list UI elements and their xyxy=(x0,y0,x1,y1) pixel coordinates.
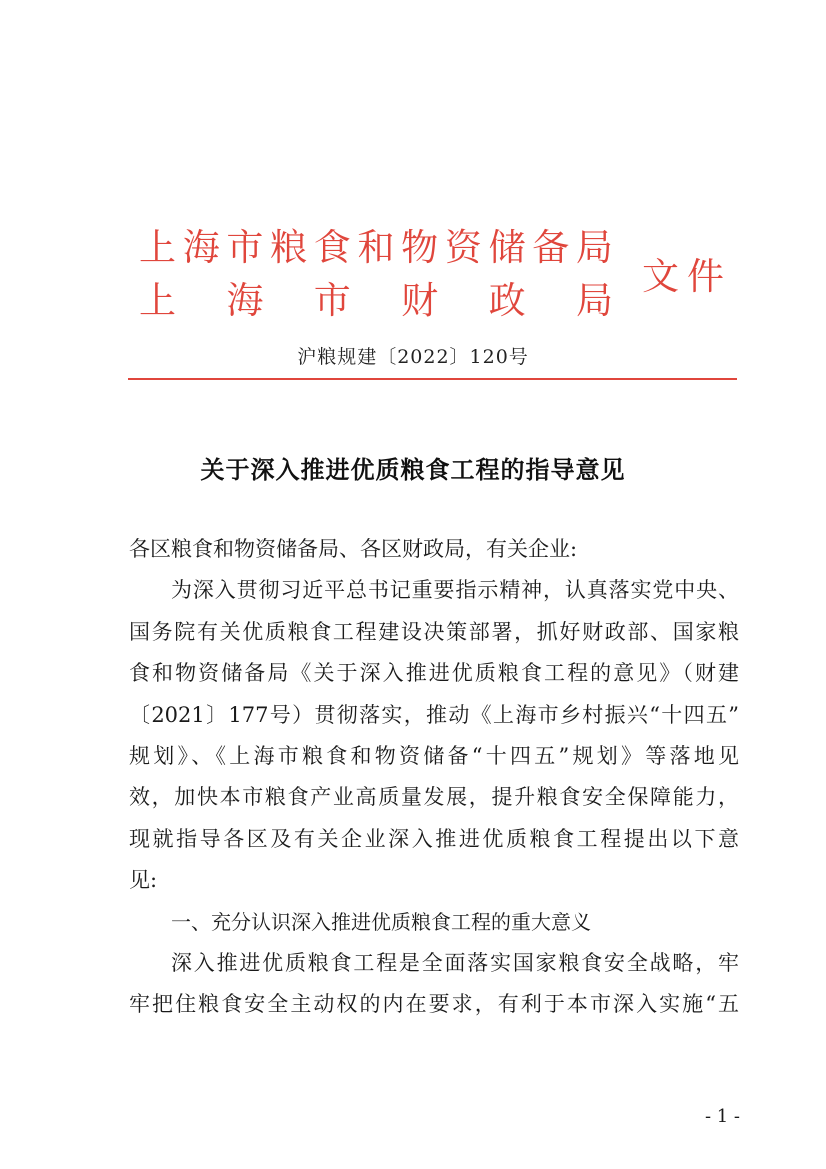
paragraph-line: 效，加快本市粮食产业高质量发展，提升粮食安全保障能力， xyxy=(129,785,739,810)
issuer-grain-bureau xyxy=(139,226,613,269)
document-title: 关于深入推进优质粮食工程的指导意见 xyxy=(200,455,626,484)
issuer-char: 上 xyxy=(139,226,176,269)
issuer-char: 局 xyxy=(575,279,613,322)
issuer-char: 市 xyxy=(226,226,264,269)
issuer-char: 食 xyxy=(313,226,351,269)
issuer-char: 上 xyxy=(139,279,176,322)
paragraph-line: 牢把住粮食安全主动权的内在要求，有利于本市深入实施“五 xyxy=(129,992,739,1017)
doc-type-label: 文件 xyxy=(642,255,732,298)
paragraph-line: 〔2021〕177号）贯彻落实，推动《上海市乡村振兴“十四五” xyxy=(129,702,739,727)
page-number-text: - 1 - xyxy=(704,1106,740,1127)
paragraph-line: 深入推进优质粮食工程是全面落实国家粮食安全战略，牢 xyxy=(171,950,739,975)
paragraph-line: 现就指导各区及有关企业深入推进优质粮食工程提出以下意 xyxy=(129,826,739,851)
doc-number: 沪粮规建〔2022〕120号 xyxy=(297,346,529,368)
issuer-finance-bureau xyxy=(139,279,613,322)
section-heading: 一、充分认识深入推进优质粮食工程的重大意义 xyxy=(171,909,591,934)
issuer-char: 市 xyxy=(313,279,351,322)
red-divider xyxy=(128,378,737,380)
issuer-char: 局 xyxy=(575,226,613,269)
issuer-char: 资 xyxy=(444,226,482,269)
paragraph-line: 国务院有关优质粮食工程建设决策部署，抓好财政部、国家粮 xyxy=(129,619,739,644)
issuer-char: 海 xyxy=(226,279,264,322)
issuer-char: 备 xyxy=(532,226,570,269)
issuer-char: 储 xyxy=(488,226,526,269)
issuer-char: 粮 xyxy=(270,226,308,269)
salutation: 各区粮食和物资储备局、各区财政局，有关企业: xyxy=(129,537,578,561)
document-header xyxy=(0,0,826,400)
document-body xyxy=(129,529,739,1026)
issuer-char: 和 xyxy=(357,226,395,269)
paragraph-line: 食和物资储备局《关于深入推进优质粮食工程的意见》（财建 xyxy=(129,661,739,686)
issuer-char: 财 xyxy=(401,279,439,322)
paragraph-line: 见: xyxy=(129,868,158,893)
issuer-char: 政 xyxy=(488,279,526,322)
issuer-char: 海 xyxy=(182,226,220,269)
paragraph-line: 规划》、《上海市粮食和物资储备“十四五”规划》等落地见 xyxy=(129,743,739,768)
paragraph-line: 为深入贯彻习近平总书记重要指示精神，认真落实党中央、 xyxy=(171,578,739,603)
issuer-char: 物 xyxy=(401,226,439,269)
